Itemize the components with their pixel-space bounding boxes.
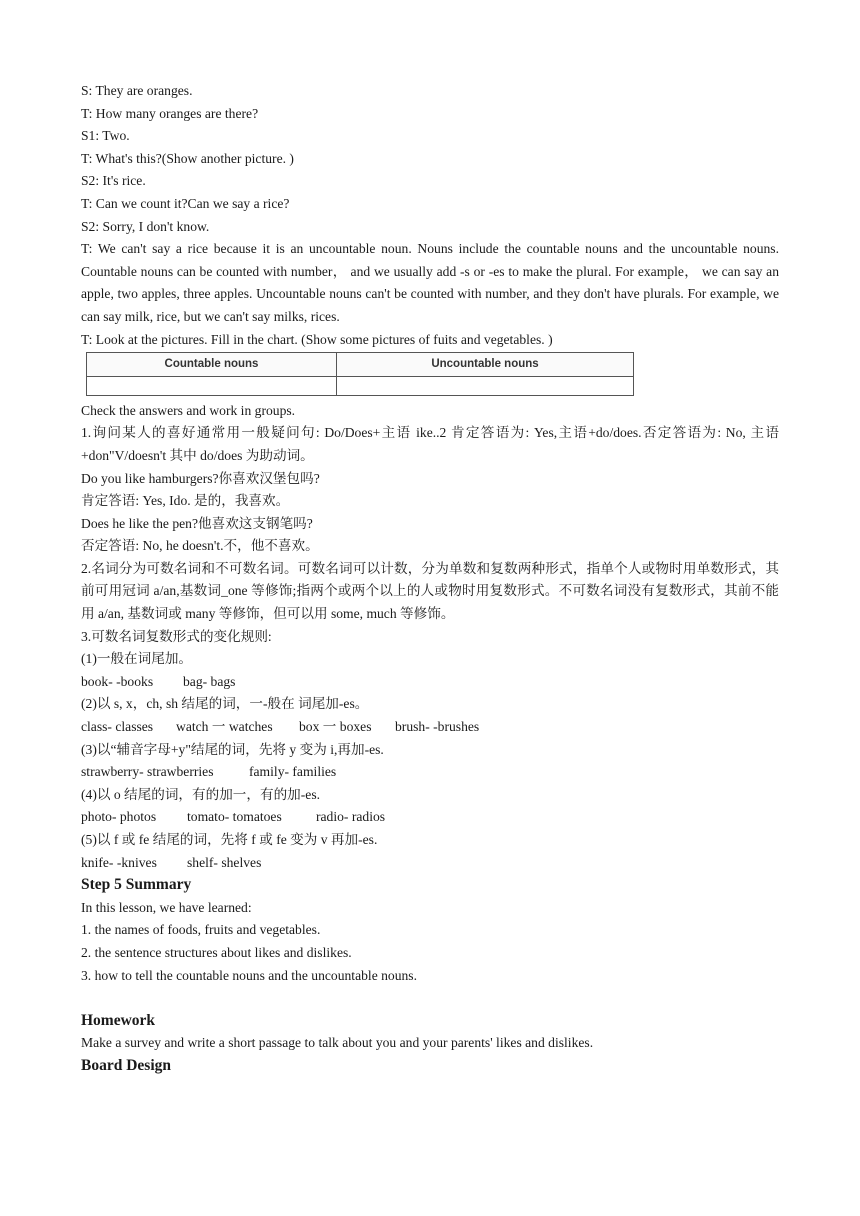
summary-point: 3. how to tell the countable nouns and the uncountable nouns. bbox=[81, 967, 418, 983]
example-line: Does he like the pen?他喜欢这支钢笔吗? bbox=[81, 515, 313, 531]
word-pair: photo- photos bbox=[81, 809, 157, 825]
board-design-heading: Board Design bbox=[81, 1056, 171, 1074]
example-line: 肯定答语: Yes, Ido. 是的，我喜欢。 bbox=[81, 493, 290, 509]
word-pair: class- classes bbox=[81, 719, 154, 735]
word-pair: book- -books bbox=[81, 673, 154, 689]
grammar-point-2: 2.名词分为可数名词和不可数名词。可数名词可以计数，分为单数和复数两种形式，指单个人或物时用单数形式，其前可用冠词 a/an,基数词_one 等修饰;指两个或两个以上的人或物时用复数形式。不可数名词没有复数形式，其前不能用 a/an, 基数词或 many 等修饰，但可以用 some, much 等修饰。 bbox=[81, 560, 779, 622]
rule-text: (4)以 o 结尾的词，有的加一，有的加-es. bbox=[81, 786, 321, 802]
uncountable-nouns-header: Uncountable nouns bbox=[337, 353, 634, 377]
summary-point: 2. the sentence structures about likes and dislikes. bbox=[81, 944, 352, 960]
word-pair: box 一 boxes bbox=[299, 719, 372, 735]
rule-text: (2)以 s, x，ch, sh 结尾的词，一-般在 词尾加-es。 bbox=[81, 696, 369, 712]
dialogue-line: T: How many oranges are there? bbox=[81, 105, 259, 121]
dialogue-line: T: What's this?(Show another picture. ) bbox=[81, 150, 294, 166]
rule-examples bbox=[81, 761, 779, 784]
check-line: Check the answers and work in groups. bbox=[81, 402, 296, 418]
dialogue-line: S2: It's rice. bbox=[81, 173, 146, 189]
example-line: Do you like hamburgers?你喜欢汉堡包吗? bbox=[81, 470, 320, 486]
summary-intro: In this lesson, we have learned: bbox=[81, 899, 252, 915]
summary-heading: Step 5 Summary bbox=[81, 876, 192, 894]
noun-chart bbox=[86, 352, 634, 396]
dialogue-line: S2: Sorry, I don't know. bbox=[81, 218, 210, 234]
rule-examples bbox=[81, 716, 779, 739]
spacer bbox=[81, 987, 779, 1010]
uncountable-nouns-cell bbox=[337, 376, 634, 395]
word-pair: radio- radios bbox=[316, 809, 386, 825]
countable-nouns-header: Countable nouns bbox=[87, 353, 337, 377]
example-line: 否定答语: No, he doesn't.不，他不喜欢。 bbox=[81, 538, 319, 554]
instruction-line: T: Look at the pictures. Fill in the chart. (Show some pictures of fuits and vegetables. ) bbox=[81, 331, 553, 347]
rule-examples bbox=[81, 671, 779, 694]
dialogue-line: T: Can we count it?Can we say a rice? bbox=[81, 195, 290, 211]
rules-title: 3.可数名词复数形式的变化规则: bbox=[81, 628, 272, 644]
word-pair: family- families bbox=[249, 764, 337, 780]
rule-examples bbox=[81, 852, 779, 875]
homework-text: Make a survey and write a short passage to talk about you and your parents' likes and dislikes. bbox=[81, 1035, 594, 1051]
rule-examples bbox=[81, 806, 779, 829]
word-pair: watch 一 watches bbox=[176, 719, 273, 735]
word-pair: tomato- tomatoes bbox=[187, 809, 282, 825]
dialogue-line: S: They are oranges. bbox=[81, 83, 193, 98]
summary-point: 1. the names of foods, fruits and vegetables. bbox=[81, 922, 321, 938]
dialogue-line: S1: Two. bbox=[81, 128, 130, 144]
word-pair: shelf- shelves bbox=[187, 854, 262, 870]
word-pair: brush- -brushes bbox=[395, 719, 480, 735]
rule-text: (3)以“辅音字母+y"结尾的词，先将 y 变为 i,再加-es. bbox=[81, 741, 384, 757]
word-pair: strawberry- strawberries bbox=[81, 764, 214, 780]
explanation-paragraph: T: We can't say a rice because it is an uncountable noun. Nouns include the countable nouns and the uncountable nouns. Countable nouns can be counted with number， and we usually add -s or -es to make the plural. For example， we can say an apple, two apples, three apples. Uncountable nouns can't be counted with number, and they don't have plurals. For example, we can say milk, rice, but we can't say milks, rices. bbox=[81, 241, 779, 324]
homework-heading: Homework bbox=[81, 1011, 156, 1029]
grammar-point-1: 1.询问某人的喜好通常用一般疑问句: Do/Does+主语 ike..2 肯定答语为: Yes,主语+do/does.否定答语为: No, 主语+don"V/doesn't 其中 do/does 为助动词。 bbox=[81, 425, 779, 463]
rule-text: (1)一般在词尾加。 bbox=[81, 651, 193, 667]
countable-nouns-cell bbox=[87, 376, 337, 395]
word-pair: bag- bags bbox=[183, 673, 236, 689]
rule-text: (5)以 f 或 fe 结尾的词，先将 f 或 fe 变为 v 再加-es. bbox=[81, 832, 378, 847]
word-pair: knife- -knives bbox=[81, 854, 157, 870]
document-page bbox=[81, 80, 779, 1078]
